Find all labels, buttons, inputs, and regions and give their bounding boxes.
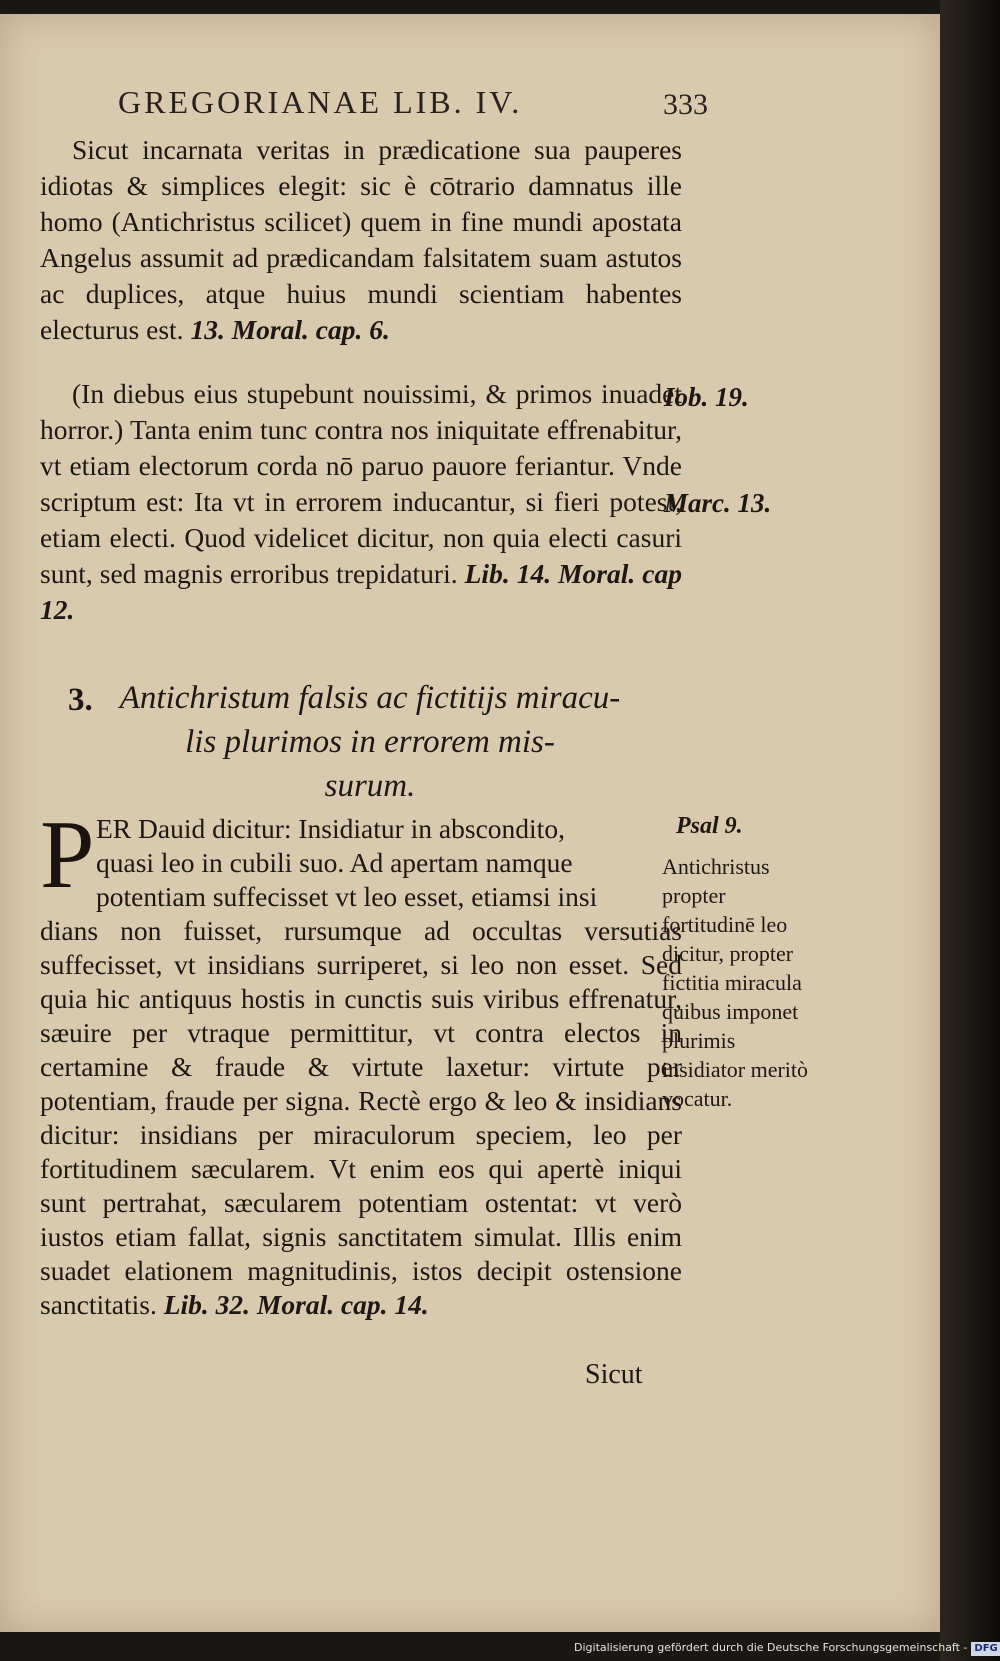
- dfg-logo: DFG: [971, 1642, 1000, 1656]
- paragraph-2-reference: Lib. 14. Moral. cap 12.: [40, 558, 683, 625]
- running-header: [118, 84, 718, 121]
- side-note-text: Antichristus propter fortitudinē leo dicitur, propter fictitia miracula quibus imponet plurimis insidiator meritò vocatur.: [662, 854, 809, 1111]
- paragraph-1: [40, 132, 682, 348]
- paragraph-3: [40, 801, 682, 1322]
- paragraph-3-line-1: ER Dauid dicitur: Insidiatur in abscondito,: [96, 813, 565, 844]
- heading-line-3: surum.: [324, 768, 416, 804]
- credit-text: Digitalisierung gefördert durch die Deutsche Forschungsgemeinschaft -: [574, 1641, 968, 1654]
- margin-note-job: Iob. 19.: [664, 382, 749, 412]
- paragraph-1-text: Sicut incarnata veritas in prædicatione sua pauperes idiotas & simplices elegit: sic è cōtrario damnatus ille homo (Antichristus scilicet) quem in fine mundi apostata Angelus assumit ad prædicandam falsitatem suam astutos ac duplices, atque huius mundi scientiam habentes electurus est.: [40, 134, 682, 345]
- page-number: 333: [663, 88, 708, 121]
- book-page: [0, 14, 940, 1632]
- paragraph-1-reference: 13. Moral. cap. 6.: [190, 314, 390, 345]
- paragraph-2: [40, 376, 682, 628]
- paragraph-3-reference: Lib. 32. Moral. cap. 14.: [163, 1289, 429, 1320]
- side-note-psalm-ref: Psal 9.: [676, 813, 743, 839]
- section-number: 3.: [68, 682, 93, 718]
- section-heading: [60, 676, 680, 808]
- paragraph-2-text: (In diebus eius stupebunt nouissimi, & primos inuadet horror.) Tanta enim tunc contra nos iniquitate effrenabitur, vt etiam electorum corda nō paruo pauore feriantur. Vnde scriptum est: Ita vt in errorem inducantur, si fieri potest, etiam electi. Quod videlicet dicitur, non quia electi casuri sunt, sed magnis erroribus trepidaturi.: [40, 378, 682, 589]
- heading-line-1: Antichristum falsis ac fictitijs miracu-: [119, 680, 621, 716]
- margin-note-marc: Marc. 13.: [664, 488, 772, 518]
- catchword: Sicut: [585, 1359, 643, 1390]
- paragraph-3-line-3: potentiam suffecisset vt leo esset, etiamsi insi: [96, 881, 598, 912]
- digitization-credit: [574, 1638, 998, 1658]
- heading-line-2: lis plurimos in errorem mis-: [185, 724, 555, 760]
- header-title: GREGORIANAE LIB. IV.: [118, 84, 523, 120]
- side-note: [662, 813, 812, 1113]
- book-edge: [940, 0, 1000, 1661]
- paragraph-3-line-2: quasi leo in cubili suo. Ad apertam namque: [96, 847, 573, 878]
- paragraph-3-text: dians non fuisset, rursumque ad occultas versutias suffecisset, vt insidians surriperet, si leo non esset. Sed quia hic antiquus hostis in cunctis suis viribus effrenatur, sæuire per vtraque permittitur, vt contra electos in certamine & fraude & virtute laxetur: virtute per potentiam, fraude per signa. Rectè ergo & leo & insidians dicitur: insidians per miraculorum speciem, leo per fortitudinem sæcularem. Vt enim eos qui apertè iniqui sunt pertrahat, sæcularem potentiam ostentat: vt verò iustos etiam fallat, signis sanctitatem simulat. Illis enim suadet elationem magnitudinis, istos decipit ostensione sanctitatis.: [40, 915, 682, 1320]
- drop-capital: P: [40, 801, 95, 909]
